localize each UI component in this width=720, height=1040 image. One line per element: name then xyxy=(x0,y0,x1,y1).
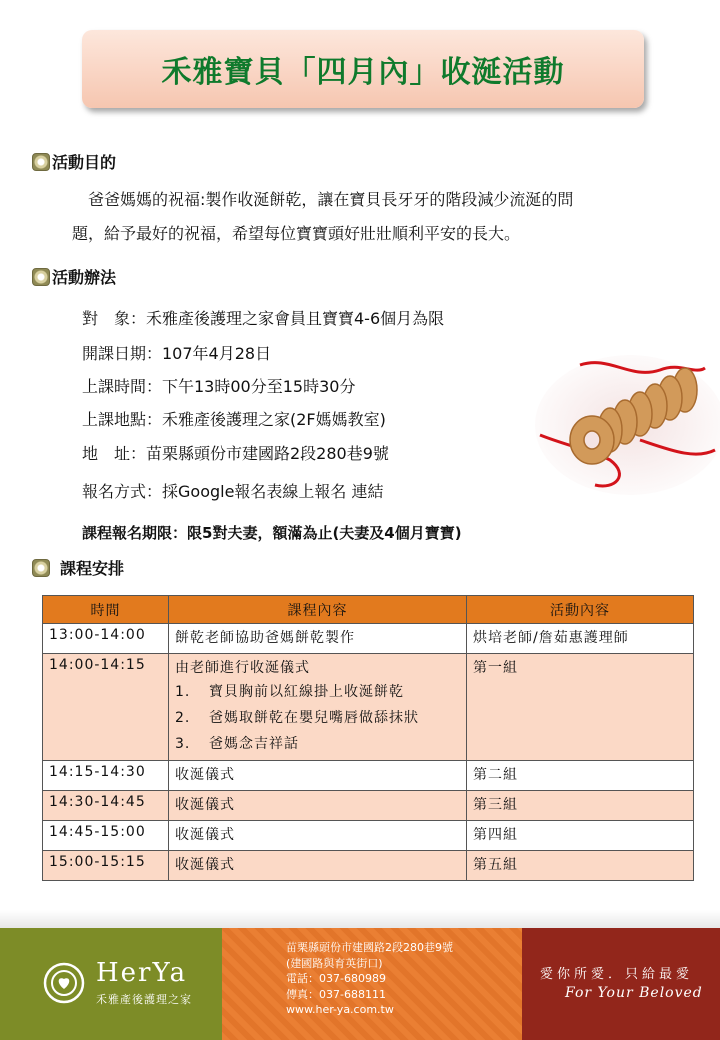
purpose-heading-text: 活動目的 xyxy=(52,153,117,172)
cell-time: 14:30-14:45 xyxy=(43,791,169,821)
cell-activity: 第二組 xyxy=(467,761,694,791)
cell-content xyxy=(169,654,467,761)
cell-content: 收涎儀式 xyxy=(169,761,467,791)
list-item: 2. 爸媽取餅乾在嬰兒嘴唇做舔抹狀 xyxy=(175,710,419,726)
cell-activity: 第五組 xyxy=(467,851,694,881)
method-heading-text: 活動辦法 xyxy=(52,268,117,287)
phone: 電話：037-680989 xyxy=(286,972,386,985)
cell-activity: 第一組 xyxy=(467,654,694,761)
cell-content: 收涎儀式 xyxy=(169,821,467,851)
table-header-row xyxy=(43,596,694,624)
info-time: 上課時間：下午13時00分至15時30分 xyxy=(82,377,356,396)
table-row xyxy=(43,851,694,881)
section-method-heading xyxy=(32,265,116,288)
title-banner xyxy=(82,30,644,108)
section-purpose-heading xyxy=(32,150,116,173)
ceremony-steps xyxy=(175,679,460,757)
cell-time: 13:00-14:00 xyxy=(43,624,169,654)
website-link[interactable]: www.her-ya.com.tw xyxy=(286,1003,394,1016)
schedule-heading-text: 課程安排 xyxy=(60,559,125,578)
bullet-icon xyxy=(32,268,50,286)
slogan-english: For Your Beloved xyxy=(565,985,703,1001)
cell-content: 收涎儀式 xyxy=(169,791,467,821)
footer xyxy=(0,928,720,1040)
cell-time: 14:00-14:15 xyxy=(43,654,169,761)
cell-time: 14:45-15:00 xyxy=(43,821,169,851)
info-date: 開課日期：107年4月28日 xyxy=(82,344,272,363)
table-row xyxy=(43,821,694,851)
section-schedule-heading xyxy=(32,556,124,579)
table-row xyxy=(43,624,694,654)
cell-time: 14:15-14:30 xyxy=(43,761,169,791)
cell-content: 收涎儀式 xyxy=(169,851,467,881)
cell-content: 餅乾老師協助爸媽餅乾製作 xyxy=(169,624,467,654)
brand-name: HerYa xyxy=(96,958,188,988)
info-address: 地 址：苗栗縣頭份市建國路2段280巷9號 xyxy=(82,444,389,463)
address-line-2: (建國路與育英街口) xyxy=(286,956,383,970)
address-line-1: 苗栗縣頭份市建國路2段280巷9號 xyxy=(286,941,453,954)
herya-logo-icon xyxy=(42,961,86,1005)
info-signup: 報名方式：採Google報名表線上報名 連結 xyxy=(82,482,384,501)
info-target: 對 象：禾雅產後護理之家會員且寶寶4-6個月為限 xyxy=(82,309,445,328)
schedule-table xyxy=(42,595,694,881)
contact-info xyxy=(286,940,453,1018)
footer-divider xyxy=(0,910,720,928)
table-row xyxy=(43,654,694,761)
cell-activity: 第三組 xyxy=(467,791,694,821)
fax: 傳真：037-688111 xyxy=(286,987,386,1001)
header-time: 時間 xyxy=(43,596,169,624)
signup-deadline: 課程報名期限：限5對夫妻，額滿為止(夫妻及4個月寶寶) xyxy=(82,524,462,542)
cell-activity: 第四組 xyxy=(467,821,694,851)
cookie-ribbon-illustration xyxy=(520,350,720,500)
purpose-line-1: 爸爸媽媽的祝福:製作收涎餅乾，讓在寶貝長牙牙的階段減少流涎的問 xyxy=(88,190,574,209)
bullet-icon xyxy=(32,559,50,577)
purpose-line-2: 題，給予最好的祝福，希望每位寶寶頭好壯壯順利平安的長大。 xyxy=(72,224,521,243)
table-row xyxy=(43,791,694,821)
cell-time: 15:00-15:15 xyxy=(43,851,169,881)
bullet-icon xyxy=(32,153,50,171)
header-activity: 活動內容 xyxy=(467,596,694,624)
cell-content-title: 由老師進行收涎儀式 xyxy=(175,660,310,676)
page-title: 禾雅寶貝「四月內」收涎活動 xyxy=(161,55,565,90)
info-place: 上課地點：禾雅產後護理之家(2F媽媽教室) xyxy=(82,410,386,429)
list-item: 1. 寶貝胸前以紅線掛上收涎餅乾 xyxy=(175,684,404,700)
footer-slogan-panel xyxy=(522,928,720,1040)
cell-activity: 烘培老師/詹茹惠護理師 xyxy=(467,624,694,654)
brand-subtitle: 禾雅產後護理之家 xyxy=(96,993,192,1006)
list-item: 3. 爸媽念吉祥話 xyxy=(175,736,299,752)
table-row xyxy=(43,761,694,791)
header-content: 課程內容 xyxy=(169,596,467,624)
slogan: 愛你所愛．只給最愛 xyxy=(540,967,694,982)
